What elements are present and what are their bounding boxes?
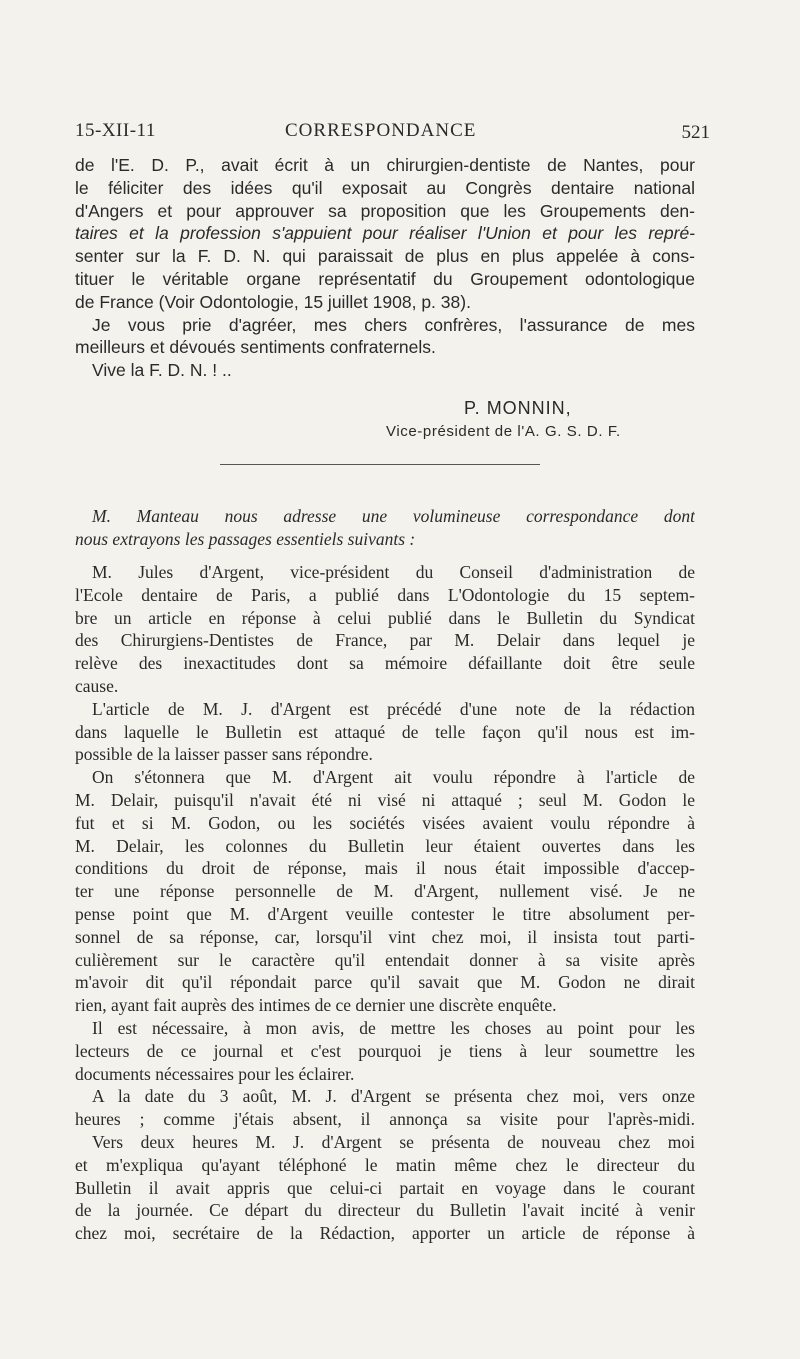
text-line: et m'expliqua qu'ayant téléphoné le matin même chez le directeur du (75, 1154, 695, 1175)
text-line: culièrement sur le caractère qu'il entendait donner à sa visite après (75, 949, 695, 970)
text-line: l'Ecole dentaire de Paris, a publié dans L'Odontologie du 15 septem- (75, 584, 695, 605)
section-title: CORRESPONDANCE (285, 120, 477, 141)
text-line: M. Delair, les colonnes du Bulletin leur étaient ouvertes dans les (75, 835, 695, 856)
text-line: sonnel de sa réponse, car, lorsqu'il vint chez moi, il insista tout parti- (75, 926, 695, 947)
text-line: M. Delair, puisqu'il n'avait été ni visé ni attaqué ; seul M. Godon le (75, 789, 695, 810)
text-line: des Chirurgiens-Dentistes de France, par M. Delair dans lequel je (75, 630, 695, 651)
text-line: bre un article en réponse à celui publié dans le Bulletin du Syndicat (75, 607, 695, 628)
page-number: 521 (681, 122, 710, 143)
text-line: cause. (75, 675, 119, 696)
text-line: senter sur la F. D. N. qui paraissait de plus en plus appelée à cons- (75, 246, 695, 267)
text-line: Bulletin il avait appris que celui-ci partait en voyage dans le courant (75, 1177, 695, 1198)
text-line: dans laquelle le Bulletin est attaqué de telle façon qu'il nous est im- (75, 721, 695, 742)
text-line: le féliciter des idées qu'il exposait au Congrès dentaire national (75, 177, 695, 198)
text-line: de France (Voir Odontologie, 15 juillet 1908, p. 38). (75, 291, 471, 312)
text-line: meilleurs et dévoués sentiments confraternels. (75, 337, 436, 358)
text-line: A la date du 3 août, M. J. d'Argent se présenta chez moi, vers onze (92, 1086, 695, 1107)
text-line: M. Manteau nous adresse une volumineuse correspondance dont (92, 506, 695, 526)
text-line: possible de la laisser passer sans répondre. (75, 744, 373, 765)
text-line: tituer le véritable organe représentatif du Groupement odontologique (75, 268, 695, 289)
text-line: pense point que M. d'Argent veuille contester le titre absolument per- (75, 903, 695, 924)
text-line: On s'étonnera que M. d'Argent ait voulu répondre à l'article de (92, 767, 695, 788)
issue-date: 15-XII-11 (75, 120, 156, 141)
intro-text (75, 505, 695, 551)
text-line: lecteurs de ce journal et c'est pourquoi je tiens à leur soumettre les (75, 1040, 695, 1061)
text-line: de la journée. Ce départ du directeur du Bulletin l'avait incité à venir (75, 1200, 695, 1221)
letter-text (75, 154, 695, 382)
text-line: Il est nécessaire, à mon avis, de mettre les choses au point pour les (92, 1017, 695, 1038)
running-header (75, 118, 710, 142)
text-line: ter une réponse personnelle de M. d'Argent, nullement visé. Je ne (75, 881, 695, 902)
text-line: relève des inexactitudes dont sa mémoire défaillante doit être seule (75, 653, 695, 674)
text-line: d'Angers et pour approuver sa proposition que les Groupements den- (75, 200, 695, 221)
text-line: taires et la profession s'appuient pour réaliser l'Union et pour les repré- (75, 223, 695, 244)
text-line: heures ; comme j'étais absent, il annonça sa visite pour l'après-midi. (75, 1109, 695, 1130)
signature-title: Vice-président de l'A. G. S. D. F. (386, 423, 621, 440)
text-line: L'article de M. J. d'Argent est précédé d'une note de la rédaction (92, 698, 695, 719)
text-line: documents nécessaires pour les éclairer. (75, 1063, 355, 1084)
text-line: conditions du droit de réponse, mais il nous était impossible d'accep- (75, 858, 695, 879)
body-text (75, 561, 695, 1245)
text-line: rien, ayant fait auprès des intimes de ce dernier une discrète enquête. (75, 995, 557, 1016)
text-line: chez moi, secrétaire de la Rédaction, apporter un article de réponse à (75, 1223, 695, 1244)
text-line: m'avoir dit qu'il répondait parce qu'il savait que M. Godon ne dirait (75, 972, 695, 993)
text-line: Vive la F. D. N. ! .. (92, 360, 232, 381)
text-line: fut et si M. Godon, ou les sociétés visées avaient voulu répondre à (75, 812, 695, 833)
text-line: nous extrayons les passages essentiels suivants : (75, 528, 416, 549)
text-line: de l'E. D. P., avait écrit à un chirurgien-dentiste de Nantes, pour (75, 155, 695, 175)
text-line: Je vous prie d'agréer, mes chers confrères, l'assurance de mes (92, 314, 695, 335)
section-divider (220, 464, 540, 465)
text-line: Vers deux heures M. J. d'Argent se présenta de nouveau chez moi (92, 1131, 695, 1152)
text-line: M. Jules d'Argent, vice-président du Conseil d'administration de (92, 562, 695, 582)
signature-name: P. MONNIN, (464, 398, 572, 418)
